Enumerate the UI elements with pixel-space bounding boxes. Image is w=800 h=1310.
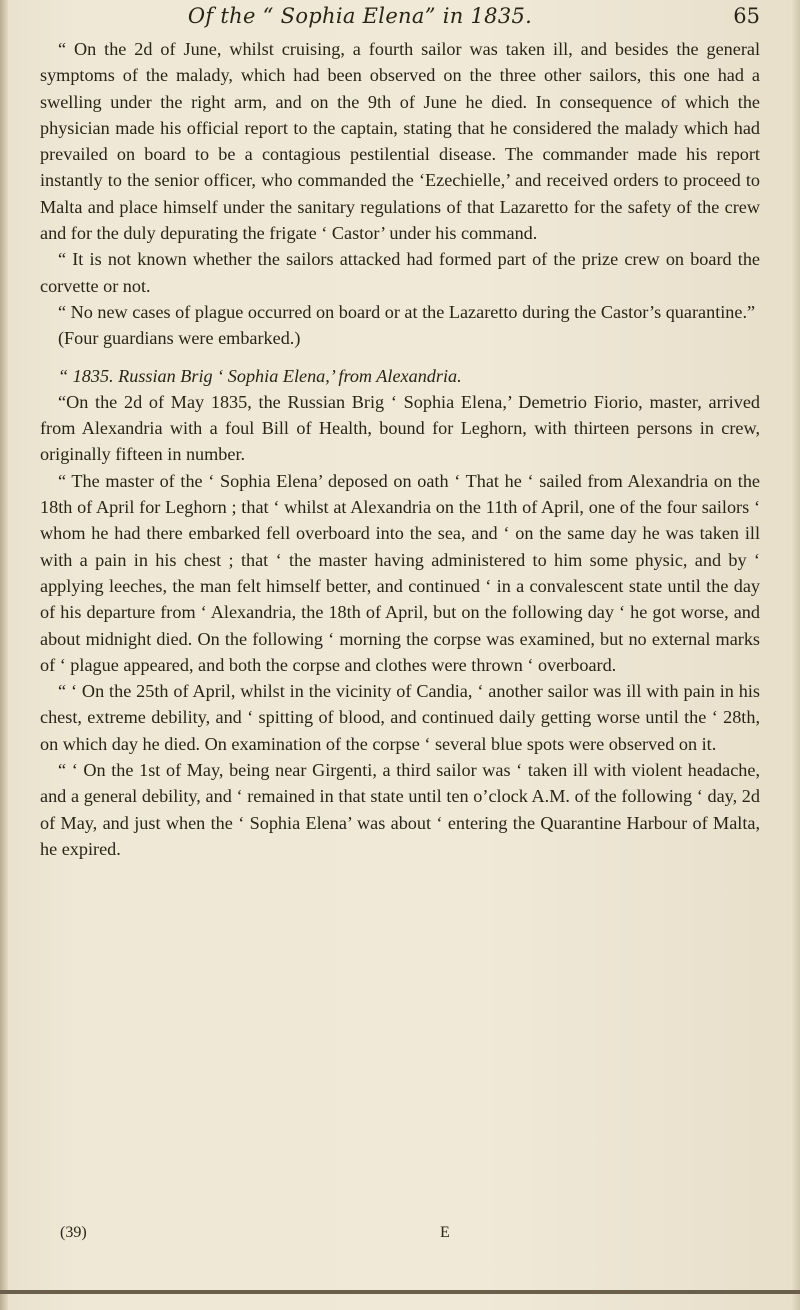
paragraph: “ It is not known whether the sailors attacked had formed part of the prize crew on board the corvette or not. <box>40 249 760 296</box>
page-number: 65 <box>733 4 760 28</box>
paragraph: “On the 2d of May 1835, the Russian Brig ‘ Sophia Elena,’ Demetrio Fiorio, master, arrived from Alexandria with a foul Bill of Health, bound for Leghorn, with thirteen persons in crew, originally fifteen in number. <box>40 391 760 465</box>
paragraph: “ On the 2d of June, whilst cruising, a fourth sailor was taken ill, and besides the general symptoms of the malady, which had been observed on the three other sailors, this one had a swelling under the right arm, and on the 9th of June he died. In consequence of which the physician made his official report to the captain, stating that he considered the malady which had prevailed on board to be a contagious pestilential disease. The commander made his report instantly to the senior officer, who commanded the ‘Ezechielle,’ and received orders to proceed to Malta and place himself under the sanitary regulations of that Lazaretto for the safety of the crew and for the duly depurating the frigate ‘ Castor’ under his command. <box>40 39 760 244</box>
paragraph: “ ‘ On the 1st of May, being near Girgenti, a third sailor was ‘ taken ill with violent headache, and a general debility, and ‘ remained in that state until ten o’clock A.M. of the following ‘ day, 2d of May, and just when the ‘ Sophia Elena’ was about ‘ entering the Quarantine Harbour of Malta, he expired. <box>40 760 760 859</box>
page-right-edge <box>790 0 800 1310</box>
page-left-edge <box>0 0 8 1310</box>
paragraph: “ The master of the ‘ Sophia Elena’ deposed on oath ‘ That he ‘ sailed from Alexandria on the 18th of April for Leghorn ; that ‘ whilst at Alexandria on the 11th of April, one of the four sailors ‘ whom he had there embarked fell overboard into the sea, and ‘ on the same day he was taken ill with a pain in his chest ; that ‘ the master having administered to him some physic, and by ‘ applying leeches, the man felt himself better, and continued ‘ in a convalescent state until the day of his departure from ‘ Alexandria, the 18th of April, but on the following day ‘ he got worse, and about midnight died. On the following ‘ morning the corpse was examined, but no external marks of ‘ plague appeared, and both the corpse and clothes were thrown ‘ overboard. <box>40 470 760 675</box>
paragraph: “ ‘ On the 25th of April, whilst in the vicinity of Candia, ‘ another sailor was ill with pain in his chest, extreme debility, and ‘ spitting of blood, and continued daily getting worse until the ‘ 28th, on which day he died. On examination of the corpse ‘ several blue spots were observed on it. <box>40 681 760 754</box>
body-text <box>40 36 760 862</box>
section-heading-text: “ 1835. Russian Brig ‘ Sophia Elena,’ from Alexandria. <box>58 365 462 386</box>
paragraph: (Four guardians were embarked.) <box>58 328 301 349</box>
section-heading <box>40 363 760 389</box>
page-footer <box>60 1224 740 1248</box>
signature-number: (39) <box>60 1224 87 1241</box>
running-title: Of the “ Sophia Elena” in 1835. <box>187 4 533 28</box>
paragraph: “ No new cases of plague occurred on board or at the Lazaretto during the Castor’s quarantine.” <box>58 301 756 322</box>
signature-letter: E <box>440 1224 450 1241</box>
page-header <box>60 4 760 34</box>
bottom-rule <box>0 1290 800 1294</box>
